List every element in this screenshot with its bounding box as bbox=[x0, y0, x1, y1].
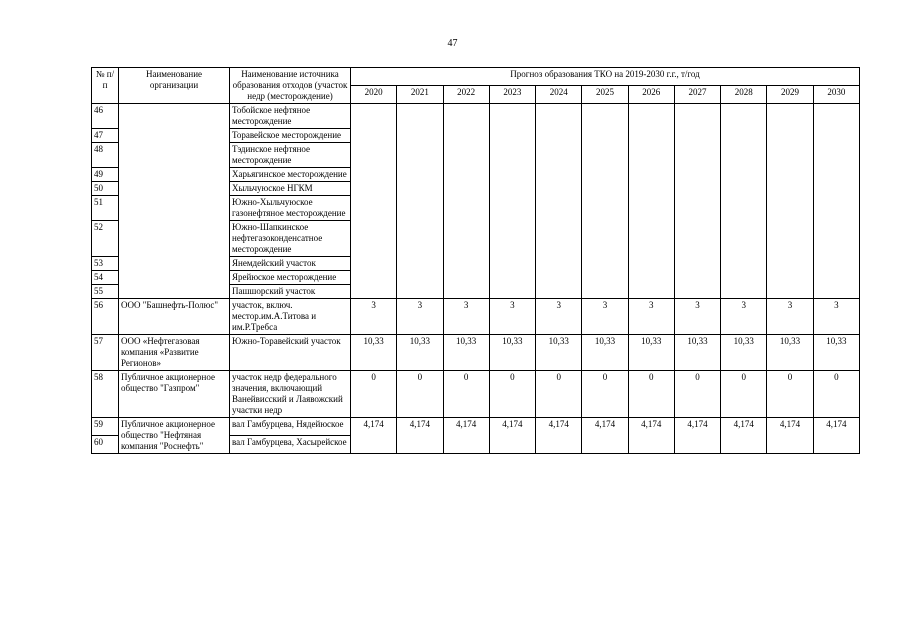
row-source: Южно-Шапкинское нефтегазоконденсатное месторождение bbox=[230, 221, 351, 257]
row-value: 4,174 bbox=[582, 418, 628, 454]
row-source: Харьягинское месторождение bbox=[230, 168, 351, 182]
row-value-empty bbox=[443, 104, 489, 299]
row-num: 53 bbox=[92, 257, 119, 271]
row-num: 48 bbox=[92, 143, 119, 168]
row-value: 3 bbox=[536, 299, 582, 335]
row-value: 10,33 bbox=[351, 335, 397, 371]
row-value: 0 bbox=[674, 371, 720, 418]
row-value: 10,33 bbox=[628, 335, 674, 371]
header-num: № п/ п bbox=[92, 68, 119, 104]
row-value: 4,174 bbox=[813, 418, 859, 454]
row-value-empty bbox=[813, 104, 859, 299]
table-row bbox=[92, 371, 860, 418]
row-source: вал Гамбурцева, Нядейюское bbox=[230, 418, 351, 436]
row-source: Пашшорский участок bbox=[230, 285, 351, 299]
row-num: 54 bbox=[92, 271, 119, 285]
row-value: 3 bbox=[628, 299, 674, 335]
row-source: Тэдинское нефтяное месторождение bbox=[230, 143, 351, 168]
row-value: 4,174 bbox=[674, 418, 720, 454]
row-value: 4,174 bbox=[721, 418, 767, 454]
row-value-empty bbox=[536, 104, 582, 299]
row-value: 0 bbox=[721, 371, 767, 418]
row-value: 3 bbox=[489, 299, 535, 335]
row-value: 3 bbox=[443, 299, 489, 335]
row-value: 10,33 bbox=[721, 335, 767, 371]
row-value: 10,33 bbox=[674, 335, 720, 371]
row-source: вал Гамбурцева, Хасырейское bbox=[230, 436, 351, 454]
row-value: 10,33 bbox=[582, 335, 628, 371]
row-value: 4,174 bbox=[767, 418, 813, 454]
row-value: 0 bbox=[489, 371, 535, 418]
table-row bbox=[92, 418, 860, 436]
header-year: 2029 bbox=[767, 86, 813, 104]
row-num: 47 bbox=[92, 129, 119, 143]
row-value: 10,33 bbox=[536, 335, 582, 371]
header-year: 2028 bbox=[721, 86, 767, 104]
row-value: 4,174 bbox=[351, 418, 397, 454]
row-value: 3 bbox=[813, 299, 859, 335]
header-year: 2024 bbox=[536, 86, 582, 104]
row-num: 51 bbox=[92, 196, 119, 221]
row-value: 10,33 bbox=[443, 335, 489, 371]
row-value-empty bbox=[351, 104, 397, 299]
row-num: 60 bbox=[92, 436, 119, 454]
row-value-empty bbox=[489, 104, 535, 299]
header-year: 2021 bbox=[397, 86, 443, 104]
row-num: 50 bbox=[92, 182, 119, 196]
row-num: 55 bbox=[92, 285, 119, 299]
row-value: 3 bbox=[397, 299, 443, 335]
row-value: 10,33 bbox=[489, 335, 535, 371]
table-row bbox=[92, 335, 860, 371]
row-source: Хыльчуюское НГКМ bbox=[230, 182, 351, 196]
header-year: 2023 bbox=[489, 86, 535, 104]
row-value-empty bbox=[397, 104, 443, 299]
page-number: 47 bbox=[447, 38, 458, 49]
row-value-empty bbox=[582, 104, 628, 299]
row-num: 49 bbox=[92, 168, 119, 182]
row-source: Торавейское месторождение bbox=[230, 129, 351, 143]
row-value: 10,33 bbox=[813, 335, 859, 371]
header-forecast: Прогноз образования ТКО на 2019-2030 г.г., т/год bbox=[351, 68, 860, 86]
row-value: 0 bbox=[443, 371, 489, 418]
row-value: 0 bbox=[397, 371, 443, 418]
row-num: 57 bbox=[92, 335, 119, 371]
row-num: 52 bbox=[92, 221, 119, 257]
row-value: 0 bbox=[536, 371, 582, 418]
row-num: 59 bbox=[92, 418, 119, 436]
row-organization-continued bbox=[119, 104, 230, 299]
row-source: участок недр федерального значения, включающий Ванейвисский и Лаявожский участки недр bbox=[230, 371, 351, 418]
row-value: 4,174 bbox=[443, 418, 489, 454]
waste-forecast-table bbox=[91, 67, 860, 454]
header-year: 2022 bbox=[443, 86, 489, 104]
row-value: 0 bbox=[767, 371, 813, 418]
header-organization: Наименование организации bbox=[119, 68, 230, 104]
table-row bbox=[92, 104, 860, 129]
header-year: 2027 bbox=[674, 86, 720, 104]
row-value: 10,33 bbox=[397, 335, 443, 371]
row-value: 0 bbox=[582, 371, 628, 418]
row-value: 4,174 bbox=[628, 418, 674, 454]
row-value-empty bbox=[628, 104, 674, 299]
row-source: Янемдейский участок bbox=[230, 257, 351, 271]
header-year: 2020 bbox=[351, 86, 397, 104]
row-num: 46 bbox=[92, 104, 119, 129]
row-value-empty bbox=[721, 104, 767, 299]
row-source: Ярейюское месторождение bbox=[230, 271, 351, 285]
row-value: 4,174 bbox=[536, 418, 582, 454]
row-organization: Публичное акционерное общество "Нефтяная компания "Роснефть" bbox=[119, 418, 230, 454]
row-source: Южно-Торавейский участок bbox=[230, 335, 351, 371]
row-value: 0 bbox=[628, 371, 674, 418]
row-value: 3 bbox=[582, 299, 628, 335]
table-header bbox=[92, 68, 860, 104]
row-value-empty bbox=[767, 104, 813, 299]
row-organization: ООО "Башнефть-Полюс" bbox=[119, 299, 230, 335]
header-year: 2026 bbox=[628, 86, 674, 104]
row-source: участок, включ. местор.им.А.Титова и им.Р.Требса bbox=[230, 299, 351, 335]
row-value: 3 bbox=[721, 299, 767, 335]
row-num: 58 bbox=[92, 371, 119, 418]
row-value: 3 bbox=[351, 299, 397, 335]
row-source: Тобойское нефтяное месторождение bbox=[230, 104, 351, 129]
row-organization: Публичное акционерное общество "Газпром" bbox=[119, 371, 230, 418]
header-year: 2030 bbox=[813, 86, 859, 104]
row-source: Южно-Хыльчуюское газонефтяное месторождение bbox=[230, 196, 351, 221]
row-value: 0 bbox=[813, 371, 859, 418]
row-organization: ООО «Нефтегазовая компания «Развитие Регионов» bbox=[119, 335, 230, 371]
row-value: 3 bbox=[767, 299, 813, 335]
header-source: Наименование источника образования отходов (участок недр (месторождение) bbox=[230, 68, 351, 104]
row-value: 4,174 bbox=[397, 418, 443, 454]
row-value: 3 bbox=[674, 299, 720, 335]
row-value-empty bbox=[674, 104, 720, 299]
header-year: 2025 bbox=[582, 86, 628, 104]
row-num: 56 bbox=[92, 299, 119, 335]
row-value: 0 bbox=[351, 371, 397, 418]
row-value: 10,33 bbox=[767, 335, 813, 371]
table-row bbox=[92, 299, 860, 335]
row-value: 4,174 bbox=[489, 418, 535, 454]
